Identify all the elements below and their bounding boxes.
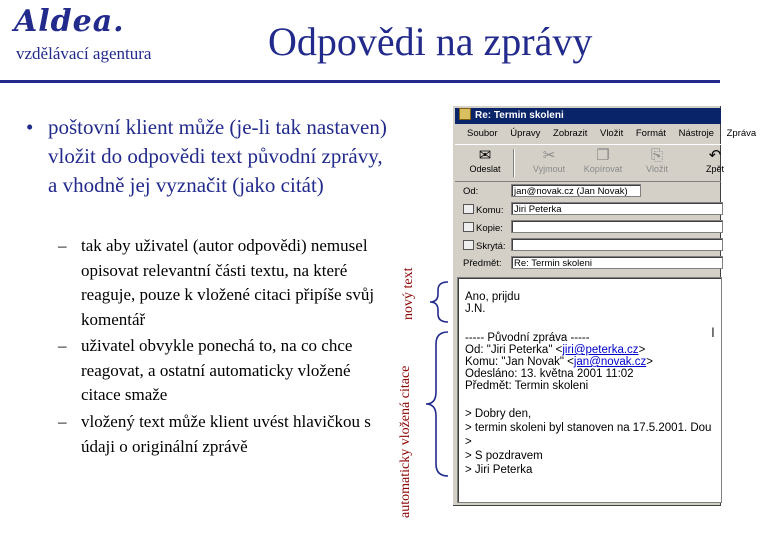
quote-brace — [426, 332, 448, 476]
logo-subtitle: vzdělávací agentura — [16, 44, 152, 63]
menu-soubor[interactable]: Soubor — [467, 128, 498, 139]
annotation-braces — [418, 280, 452, 520]
menu-vlozit[interactable]: Vložit — [599, 128, 624, 139]
aldea-logo: Aldea. — [14, 4, 125, 39]
bcc-label: Skrytá: — [463, 240, 506, 252]
copy-icon: ❐ — [596, 147, 610, 164]
sub-bullet-3: vložený text může klient uvést hlavičkou s údaji o originální zprávě — [81, 412, 371, 456]
quoted-line: > — [465, 436, 472, 448]
undo-button[interactable] — [691, 147, 739, 179]
subject-field[interactable]: Re: Termin skoleni — [511, 256, 723, 269]
sub-bullet-1: tak aby uživatel (autor odpovědi) nemusel opisovat relevantní části textu, na které reaguje, pouze k vložené citaci připíše svůj komentář — [81, 236, 375, 329]
quoted-line: > Dobry den, — [465, 408, 532, 420]
sub-bullet-dash: – — [58, 236, 67, 255]
new-text-line: J.N. — [465, 303, 486, 315]
quote-from: Od: "Jiri Peterka" <jiri@peterka.cz> — [465, 344, 646, 356]
window-title: Re: Termin skoleni — [475, 110, 564, 121]
paste-icon: ⎘ — [650, 147, 663, 164]
toolbar-separator — [513, 149, 515, 177]
menu-format[interactable]: Formát — [635, 128, 666, 139]
toolbar — [455, 144, 724, 182]
address-book-icon[interactable] — [463, 204, 474, 214]
quote-subject: Předmět: Termin skoleni — [465, 380, 589, 392]
main-bullet-text: poštovní klient může (je-li tak nastaven) vložit do odpovědi text původní zprávy, a vhodně jej vyznačit (jako citát) — [48, 115, 387, 197]
quote-to-email-link[interactable]: jan@novak.cz — [573, 356, 647, 368]
sub-bullet-2: uživatel obvykle ponechá to, na co chce reagovat, a ostatní automaticky vložené citace smaže — [81, 336, 353, 404]
window-titlebar[interactable] — [455, 108, 721, 124]
bcc-field[interactable] — [511, 238, 723, 251]
menu-nastroje[interactable]: Nástroje — [678, 128, 714, 139]
menu-bar — [457, 126, 757, 142]
bullet-dot: • — [26, 115, 34, 139]
to-field[interactable]: Jiri Peterka — [511, 202, 723, 215]
cut-icon: ✂ — [542, 147, 556, 164]
new-text-line: Ano, prijdu — [465, 291, 520, 303]
sub-bullet-dash: – — [58, 412, 67, 431]
send-label: Odeslat — [469, 164, 501, 174]
title-divider — [0, 80, 720, 83]
cc-label: Kopie: — [463, 222, 503, 234]
new-text-label: nový text — [401, 267, 416, 320]
from-label: Od: — [463, 186, 479, 197]
paste-label: Vložit — [645, 164, 668, 174]
quoted-line: > termin skoleni byl stanoven na 17.5.2001. Dou — [465, 422, 712, 434]
envelope-icon — [459, 108, 471, 120]
menu-zprava[interactable]: Zpráva — [726, 128, 757, 139]
copy-button[interactable] — [579, 147, 627, 179]
cut-button[interactable] — [525, 147, 573, 179]
from-field[interactable]: jan@novak.cz (Jan Novak) — [511, 184, 641, 197]
address-book-icon[interactable] — [463, 222, 474, 232]
paste-button[interactable] — [633, 147, 681, 179]
text-cursor-icon: I — [711, 324, 715, 340]
slide-title: Odpovědi na zprávy — [268, 19, 593, 64]
subject-label: Předmět: — [463, 258, 502, 269]
undo-icon: ↶ — [708, 147, 722, 164]
to-label: Komu: — [463, 204, 503, 216]
cc-field[interactable] — [511, 220, 723, 233]
menu-upravy[interactable]: Úpravy — [510, 128, 541, 139]
quote-header-title: ----- Původní zpráva ----- — [465, 332, 590, 344]
cut-label: Vyjmout — [532, 164, 566, 174]
address-book-icon[interactable] — [463, 240, 474, 250]
quoted-line: > Jiri Peterka — [465, 464, 533, 476]
new-text-brace — [430, 282, 448, 322]
message-body-editor[interactable] — [457, 277, 722, 503]
sub-bullet-dash: – — [58, 336, 67, 355]
quote-to: Komu: "Jan Novak" <jan@novak.cz> — [465, 356, 653, 368]
send-button[interactable] — [461, 147, 509, 179]
quote-from-email-link[interactable]: jiri@peterka.cz — [562, 344, 639, 356]
send-icon: ✉ — [478, 147, 492, 164]
undo-label: Zpět — [705, 164, 724, 174]
menu-zobrazit[interactable]: Zobrazit — [553, 128, 588, 139]
quoted-line: > S pozdravem — [465, 450, 543, 462]
copy-label: Kopírovat — [583, 164, 623, 174]
quote-sent: Odesláno: 13. května 2001 11:02 — [465, 368, 634, 380]
auto-quote-label: automaticky vložená citace — [398, 365, 413, 518]
